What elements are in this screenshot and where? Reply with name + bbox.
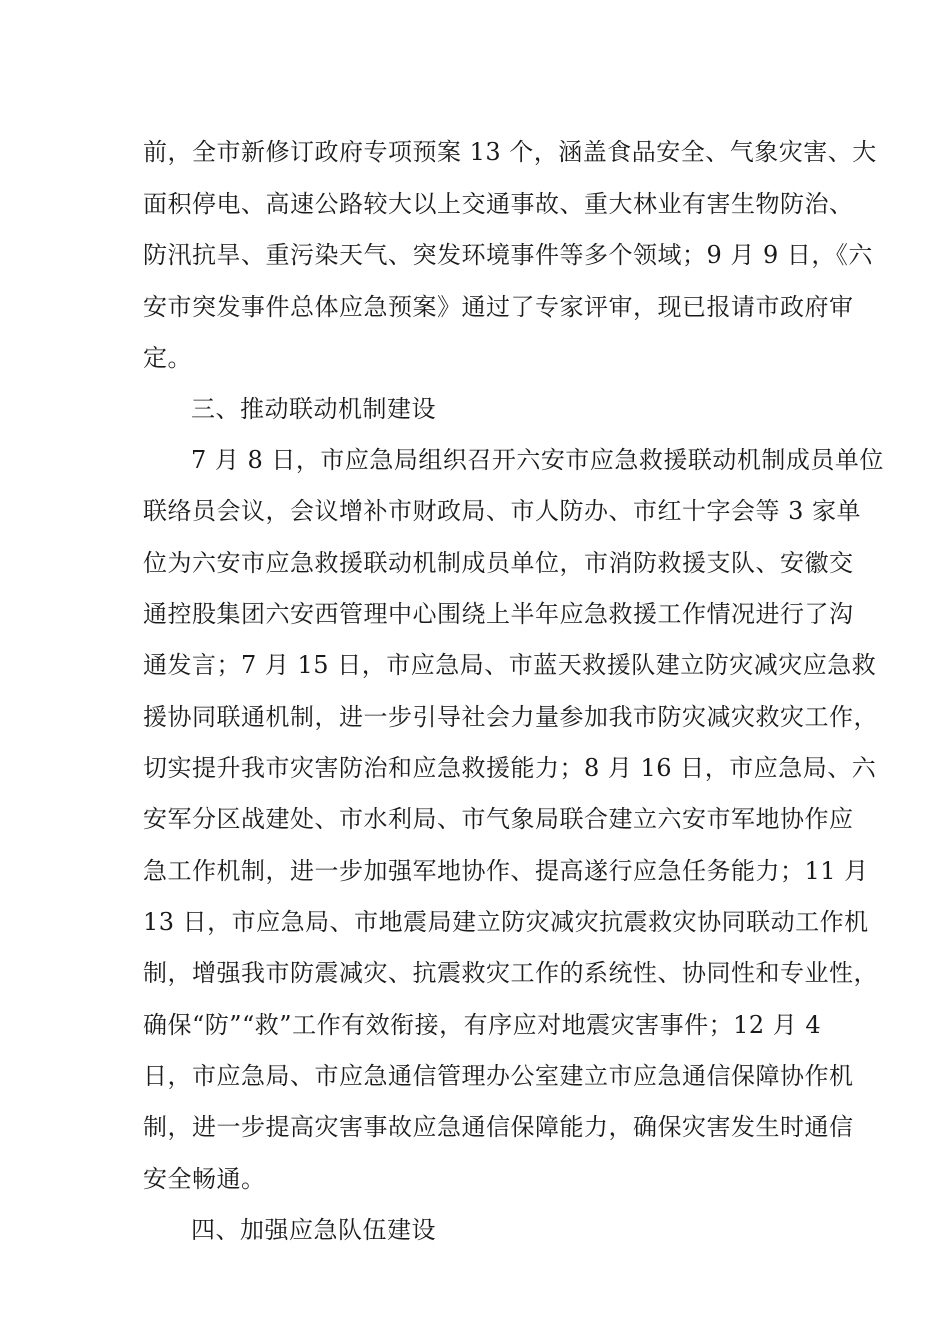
text-line: 制，增强我市防震减灾、抗震救灾工作的系统性、协同性和专业性， [143,959,878,987]
text-line: 急工作机制，进一步加强军地协作、提高遂行应急任务能力；11 月 [143,857,869,885]
text-line: 定。 [143,344,192,372]
text-line: 切实提升我市灾害防治和应急救援能力；8 月 16 日，市应急局、六 [143,754,877,782]
text-line: 前，全市新修订政府专项预案 13 个，涵盖食品安全、气象灾害、大 [143,138,877,166]
text-line: 通控股集团六安西管理中心围绕上半年应急救援工作情况进行了沟 [143,600,854,628]
section-heading: 三、推动联动机制建设 [191,395,436,423]
text-line: 面积停电、高速公路较大以上交通事故、重大林业有害生物防治、 [143,190,854,218]
text-line: 防汛抗旱、重污染天气、突发环境事件等多个领域；9 月 9 日，《六 [143,241,873,269]
text-line: 安全畅通。 [143,1165,266,1193]
text-line: 确保“防”“救”工作有效衔接，有序应对地震灾害事件；12 月 4 [143,1011,822,1039]
section-heading: 四、加强应急队伍建设 [191,1216,436,1244]
text-line: 通发言；7 月 15 日，市应急局、市蓝天救援队建立防灾减灾应急救 [143,651,877,679]
text-line: 援协同联通机制，进一步引导社会力量参加我市防灾减灾救灾工作， [143,703,878,731]
text-line: 安市突发事件总体应急预案》通过了专家评审，现已报请市政府审 [143,293,854,321]
text-line: 7 月 8 日，市应急局组织召开六安市应急救援联动机制成员单位 [191,446,884,474]
text-line: 联络员会议，会议增补市财政局、市人防办、市红十字会等 3 家单 [143,497,862,525]
text-line: 日，市应急局、市应急通信管理办公室建立市应急通信保障协作机 [143,1062,854,1090]
text-line: 制，进一步提高灾害事故应急通信保障能力，确保灾害发生时通信 [143,1113,854,1141]
text-line: 13 日，市应急局、市地震局建立防灾减灾抗震救灾协同联动工作机 [143,908,869,936]
text-line: 安军分区战建处、市水利局、市气象局联合建立六安市军地协作应 [143,805,854,833]
text-line: 位为六安市应急救援联动机制成员单位，市消防救援支队、安徽交 [143,549,854,577]
